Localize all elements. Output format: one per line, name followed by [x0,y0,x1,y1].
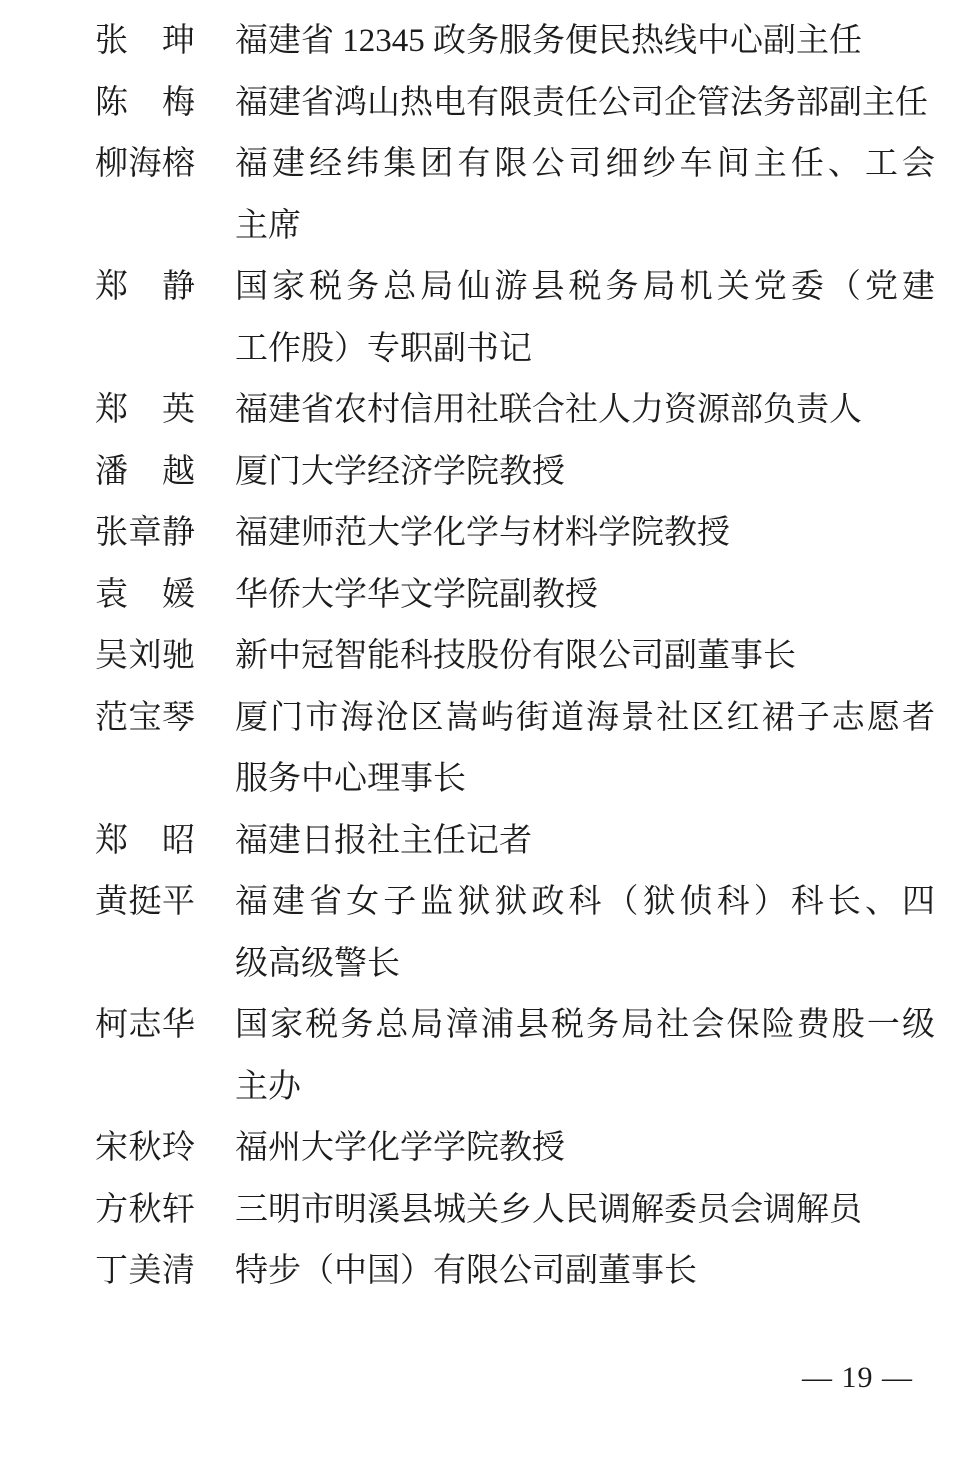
list-item [95,380,960,442]
person-name: 张 珅 [95,23,196,59]
person-position [235,134,935,257]
person-name: 郑 静 [95,269,196,305]
person-position [235,442,935,504]
position-line: 华侨大学华文学院副教授 [235,576,598,613]
person-position [235,565,935,627]
list-item [95,503,960,565]
list-item [95,811,960,873]
list-item [95,1118,960,1180]
position-line: 福建省女子监狱狱政科（狱侦科）科长、四 [235,884,935,920]
position-line: 工作股）专职副书记 [235,330,532,367]
person-position [235,1180,935,1242]
position-line: 福建省鸿山热电有限责任公司企管法务部副主任 [235,84,928,121]
person-position [235,257,935,380]
person-position [235,688,935,811]
position-line: 特步（中国）有限公司副董事长 [235,1253,697,1289]
person-position [235,73,935,135]
list-item [95,134,960,257]
position-line: 新中冠智能科技股份有限公司副董事长 [235,638,796,674]
position-line: 福建省 12345 政务服务便民热线中心副主任 [235,23,862,59]
person-position [235,626,935,688]
person-name: 郑 英 [95,392,196,428]
position-line: 国家税务总局仙游县税务局机关党委（党建 [235,269,935,305]
person-name: 潘 越 [95,453,196,490]
person-name: 郑 昭 [95,822,196,859]
person-name: 黄挺平 [95,884,196,920]
position-line: 主办 [235,1068,301,1105]
list-item [95,626,960,688]
position-line: 主席 [235,207,301,244]
person-name: 范宝琴 [95,699,196,736]
person-position [235,995,935,1118]
list-item [95,995,960,1118]
person-name: 宋秋玲 [95,1130,196,1166]
person-name: 丁美清 [95,1253,196,1289]
position-line: 国家税务总局漳浦县税务局社会保险费股一级 [235,1007,935,1043]
page-footer [802,1358,913,1398]
position-line: 福州大学化学学院教授 [235,1130,565,1166]
list-item [95,442,960,504]
position-line: 福建日报社主任记者 [235,822,532,859]
person-name: 方秋轩 [95,1191,196,1228]
position-line: 厦门市海沧区嵩屿街道海景社区红裙子志愿者 [235,699,935,736]
person-name: 张章静 [95,515,196,551]
position-line: 服务中心理事长 [235,761,466,797]
person-position [235,872,935,995]
person-name: 吴刘驰 [95,638,196,674]
position-line: 福建师范大学化学与材料学院教授 [235,515,730,551]
position-line: 级高级警长 [235,945,400,982]
person-position [235,1241,935,1303]
position-line: 福建经纬集团有限公司细纱车间主任、工会 [235,146,935,182]
list-item [95,565,960,627]
page-number: — 19 — [802,1361,913,1394]
person-position [235,503,935,565]
list-item [95,1241,960,1303]
position-line: 三明市明溪县城关乡人民调解委员会调解员 [235,1191,862,1228]
person-name: 袁 媛 [95,576,196,613]
list-item [95,688,960,811]
list-item [95,73,960,135]
list-item [95,872,960,995]
person-position [235,11,935,73]
list-item [95,11,960,73]
person-name: 陈 梅 [95,84,196,121]
person-name: 柯志华 [95,1007,196,1043]
position-line: 厦门大学经济学院教授 [235,453,565,490]
position-line: 福建省农村信用社联合社人力资源部负责人 [235,392,862,428]
person-name: 柳海榕 [95,146,196,182]
list-item [95,257,960,380]
person-position [235,1118,935,1180]
person-position [235,380,935,442]
person-position [235,811,935,873]
list-item [95,1180,960,1242]
